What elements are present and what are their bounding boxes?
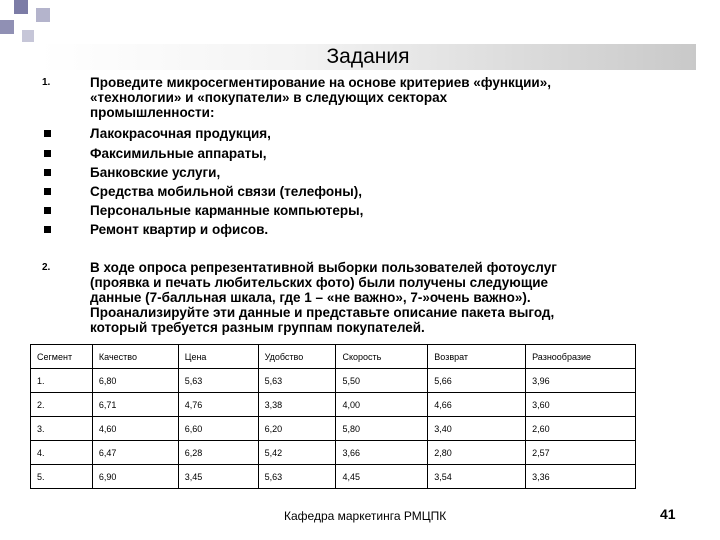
table-header-row: [31, 345, 636, 369]
header-segment: Сегмент: [31, 345, 93, 369]
deco-square: [0, 20, 14, 34]
table-cell: 4,00: [336, 393, 428, 417]
sector-item: Лакокрасочная продукция,: [90, 126, 271, 141]
sector-item: Факсимильные аппараты,: [90, 146, 267, 161]
table-cell: 6,28: [178, 441, 258, 465]
table-cell: 4,45: [336, 465, 428, 489]
table-row: [31, 441, 636, 465]
table-cell: 5.: [31, 465, 93, 489]
bullet-icon: [44, 150, 51, 157]
task-2-line: Проанализируйте эти данные и представьте описание пакета выгод,: [90, 305, 555, 320]
table-cell: 5,63: [178, 369, 258, 393]
bullet-icon: [44, 207, 51, 214]
bullet-icon: [44, 130, 51, 137]
table-cell: 3.: [31, 417, 93, 441]
table-cell: 5,66: [428, 369, 526, 393]
task-2-line: данные (7-балльная шкала, где 1 – «не важно», 7-»очень важно»).: [90, 290, 531, 305]
table-cell: 3,60: [526, 393, 636, 417]
table-cell: 4,66: [428, 393, 526, 417]
table-cell: 5,50: [336, 369, 428, 393]
header-quality: Качество: [92, 345, 178, 369]
footer-department: Кафедра маркетинга РМЦПК: [284, 509, 447, 523]
table-cell: 6,47: [92, 441, 178, 465]
sector-item: Персональные карманные компьютеры,: [90, 203, 364, 218]
deco-square: [36, 8, 50, 22]
table-cell: 3,66: [336, 441, 428, 465]
table-cell: 3,40: [428, 417, 526, 441]
table-cell: 5,42: [258, 441, 336, 465]
table-cell: 3,36: [526, 465, 636, 489]
bullet-icon: [44, 226, 51, 233]
table-cell: 4,60: [92, 417, 178, 441]
table-cell: 5,63: [258, 369, 336, 393]
table-cell: 6,20: [258, 417, 336, 441]
table-cell: 2,60: [526, 417, 636, 441]
sector-item: Банковские услуги,: [90, 165, 221, 180]
table-row: [31, 393, 636, 417]
bullet-icon: [44, 169, 51, 176]
header-return: Возврат: [428, 345, 526, 369]
table-row: [31, 417, 636, 441]
task-1-line: промышленности:: [90, 105, 215, 120]
table-cell: 4,76: [178, 393, 258, 417]
table-cell: 5,63: [258, 465, 336, 489]
header-speed: Скорость: [336, 345, 428, 369]
table-cell: 6,71: [92, 393, 178, 417]
task-2-line: (проявка и печать любительских фото) были получены следующие: [90, 275, 549, 290]
task-2-line: который требуется разным группам покупателей.: [90, 320, 425, 335]
table-cell: 4.: [31, 441, 93, 465]
table-cell: 2,80: [428, 441, 526, 465]
table-cell: 6,80: [92, 369, 178, 393]
sector-item: Ремонт квартир и офисов.: [90, 222, 269, 237]
page-title: Задания: [326, 45, 410, 68]
header-convenience: Удобство: [258, 345, 336, 369]
table-cell: 3,54: [428, 465, 526, 489]
deco-square: [14, 0, 28, 14]
table-cell: 3,96: [526, 369, 636, 393]
header-variety: Разнообразие: [526, 345, 636, 369]
table-cell: 3,38: [258, 393, 336, 417]
table-cell: 5,80: [336, 417, 428, 441]
page-number: 41: [660, 506, 676, 522]
task-1-marker: 1.: [42, 77, 51, 88]
header-price: Цена: [178, 345, 258, 369]
task-2-marker: 2.: [42, 262, 51, 273]
table-cell: 1.: [31, 369, 93, 393]
table-cell: 6,60: [178, 417, 258, 441]
table-cell: 6,90: [92, 465, 178, 489]
table-cell: 2.: [31, 393, 93, 417]
task-1-line: «технологии» и «покупатели» в следующих секторах: [90, 90, 448, 105]
bullet-icon: [44, 188, 51, 195]
survey-data-table: [30, 344, 636, 489]
table-row: [31, 369, 636, 393]
task-1-line: Проведите микросегментирование на основе критериев «функции»,: [90, 75, 551, 90]
sector-item: Средства мобильной связи (телефоны),: [90, 184, 363, 199]
table-cell: 2,57: [526, 441, 636, 465]
table-row: [31, 465, 636, 489]
table-cell: 3,45: [178, 465, 258, 489]
deco-square: [22, 30, 34, 42]
task-2-line: В ходе опроса репрезентативной выборки пользователей фотоуслуг: [90, 260, 557, 275]
